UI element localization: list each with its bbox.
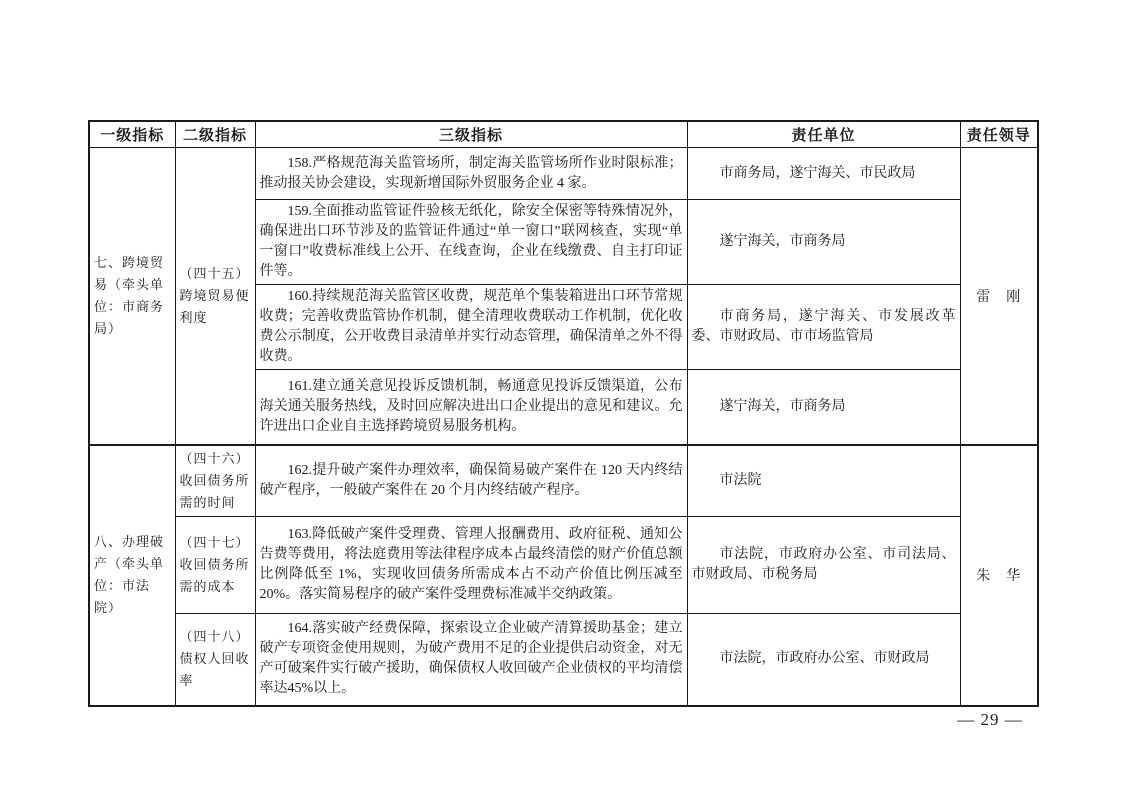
indicator-cell-161 (255, 370, 687, 445)
indicator-text: 164.落实破产经费保障，探索设立企业破产清算援助基金；建立破产专项资金使用规则，为破产费用不足的企业提供启动资金，对无产可破案件实行破产援助，确保债权人收回破产企业债权的平均清偿率达45%以上。 (259, 621, 683, 697)
leader-cell-bankruptcy: 朱 华 (960, 445, 1038, 707)
table-row-164 (89, 613, 1038, 706)
indicator-text: 163.降低破产案件受理费、管理人报酬费用、政府征税、通知公告费等费用，将法庭费用等法律程序成本占最终清偿的财产价值总额比例降低至 1%，实现收回债务所需成本占不动产价值比例压减至 20%。落实简易程序的破产案件受理费标准减半交纳政策。 (259, 526, 683, 602)
unit-cell-159 (687, 200, 960, 285)
indicator-table (88, 120, 1039, 707)
indicator-text: 162.提升破产案件办理效率，确保简易破产案件在 120 天内终结破产程序，一般破产案件在 20 个月内终结破产程序。 (259, 462, 683, 498)
indicator-text: 160.持续规范海关监管区收费，规范单个集装箱进出口环节常规收费；完善收费监管协作机制，健全清理收费联动工作机制，优化收费公示制度，公开收费目录清单并实行动态管理，确保清单之外不得收费。 (259, 289, 683, 364)
indicator-text: 158.严格规范海关监管场所，制定海关监管场所作业时限标准；推动报关协会建设，实现新增国际外贸服务企业 4 家。 (259, 155, 683, 191)
page-number: — 29 — (957, 710, 1023, 729)
indicator-text: 159.全面推动监管证件验核无纸化，除安全保密等特殊情况外，确保进出口环节涉及的监管证件通过“单一窗口”联网核查，实现“单一窗口”收费标准线上公开、在线查询，企业在线缴费、自主打印证件等。 (259, 204, 683, 279)
header-level3: 三级指标 (255, 121, 687, 148)
level2-cell-45: （四十五）跨境贸易便利度 (175, 148, 255, 445)
unit-cell-161 (687, 370, 960, 445)
header-unit: 责任单位 (687, 121, 960, 148)
unit-text: 市法院 (719, 472, 762, 488)
indicator-cell-162 (255, 445, 687, 517)
level2-cell-46: （四十六）收回债务所需的时间 (175, 445, 255, 517)
header-level1: 一级指标 (89, 121, 175, 148)
table-header-row (89, 121, 1038, 148)
level1-cell-trade: 七、跨境贸易（牵头单位：市商务局） (89, 148, 175, 445)
header-leader: 责任领导 (960, 121, 1038, 148)
unit-text: 市商务局，遂宁海关、市发展改革委、市财政局、市市场监管局 (691, 309, 956, 344)
table-row-163 (89, 516, 1038, 613)
level2-cell-47: （四十七）收回债务所需的成本 (175, 516, 255, 613)
table-row-158 (89, 148, 1038, 200)
unit-cell-162 (687, 445, 960, 517)
unit-text: 遂宁海关，市商务局 (719, 398, 846, 414)
unit-cell-158 (687, 148, 960, 200)
table-row-162 (89, 445, 1038, 517)
leader-cell-trade: 雷 刚 (960, 148, 1038, 445)
unit-text: 市法院，市政府办公室、市财政局 (719, 651, 930, 667)
level1-cell-bankruptcy: 八、办理破产（牵头单位：市法院） (89, 445, 175, 707)
header-level2: 二级指标 (175, 121, 255, 148)
unit-cell-164 (687, 613, 960, 706)
indicator-cell-163 (255, 516, 687, 613)
unit-text: 市商务局，遂宁海关、市民政局 (719, 165, 916, 181)
unit-cell-163 (687, 516, 960, 613)
indicator-cell-159 (255, 200, 687, 285)
indicator-cell-160 (255, 285, 687, 370)
indicator-text: 161.建立通关意见投诉反馈机制，畅通意见投诉反馈渠道，公布海关通关服务热线，及时回应解决进出口企业提出的意见和建议。允许进出口企业自主选择跨境贸易服务机构。 (259, 378, 683, 434)
indicator-cell-158 (255, 148, 687, 200)
unit-cell-160 (687, 285, 960, 370)
unit-text: 市法院，市政府办公室、市司法局、市财政局、市税务局 (691, 546, 956, 582)
indicator-cell-164 (255, 613, 687, 706)
level2-cell-48: （四十八）债权人回收率 (175, 613, 255, 706)
unit-text: 遂宁海关，市商务局 (719, 234, 846, 249)
